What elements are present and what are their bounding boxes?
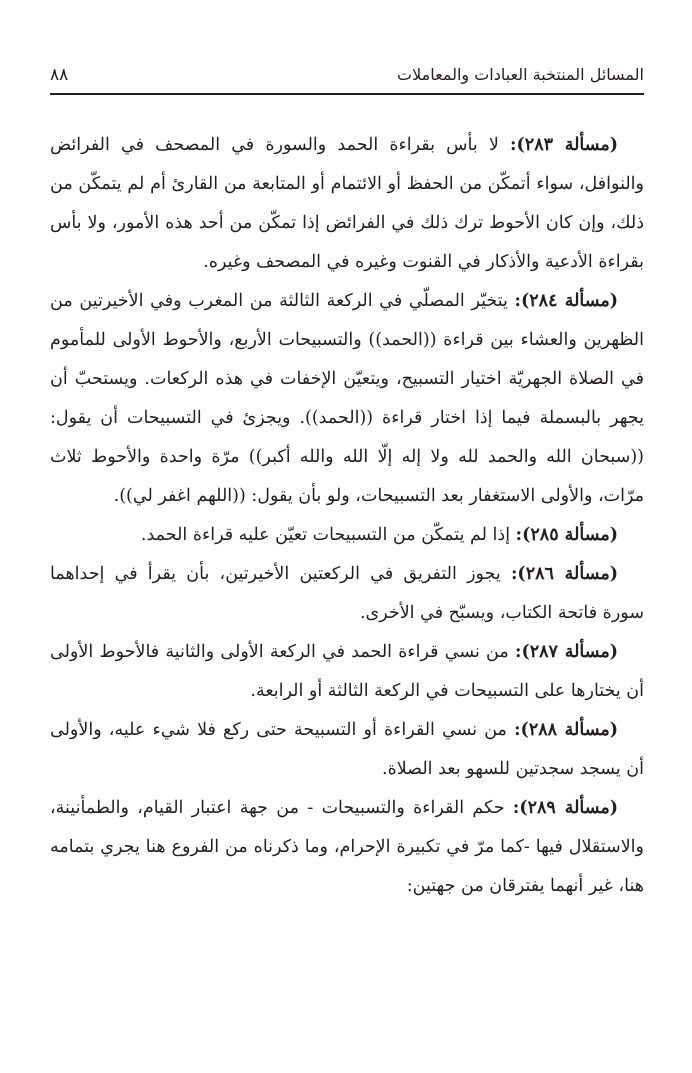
issue-text: من نسي قراءة الحمد في الركعة الأولى والثانية فالأحوط الأولى أن يختارها على التسبيحات في الركعة الثالثة أو الرابعة. (50, 642, 644, 701)
issue-289-paragraph (50, 789, 644, 906)
page-header (50, 63, 644, 95)
issue-label: (مسألة ٢٨٨): (514, 720, 618, 740)
page-body (50, 126, 644, 906)
issue-text: لا بأس بقراءة الحمد والسورة في المصحف في الفرائض والنوافل، سواء أتمكّن من الحفظ أو الائتمام أو المتابعة من القارئ أم لم يتمكّن من ذلك، وإن كان الأحوط ترك ذلك في الفرائض إذا تمكّن من أحد هذه الأمور، ولا بأس بقراءة الأدعية والأذكار في القنوت وغيره في المصحف وغيره. (50, 135, 644, 272)
issue-label: (مسألة ٢٨٤): (514, 291, 619, 311)
page-number: ٨٨ (50, 65, 69, 85)
issue-label: (مسألة ٢٨٥): (515, 525, 618, 545)
issue-284-paragraph (50, 282, 644, 516)
issue-286-paragraph (50, 555, 644, 633)
issue-text: إذا لم يتمكّن من التسبيحات تعيّن عليه قراءة الحمد. (140, 525, 516, 545)
issue-label: (مسألة ٢٨٣): (510, 135, 619, 155)
issue-text: يجوز التفريق في الركعتين الأخيرتين، بأن يقرأ في إحداهما سورة فاتحة الكتاب، ويسبّح في الأخرى. (50, 564, 644, 623)
issue-text: من نسي القراءة أو التسبيحة حتى ركع فلا شيء عليه، والأولى أن يسجد سجدتين للسهو بعد الصلاة. (50, 720, 644, 779)
issue-287-paragraph (50, 633, 644, 711)
issue-label: (مسألة ٢٨٦): (510, 564, 618, 584)
issue-288-paragraph (50, 711, 644, 789)
issue-label: (مسألة ٢٨٩): (512, 798, 619, 818)
issue-283-paragraph (50, 126, 644, 282)
running-title: المسائل المنتخبة العبادات والمعاملات (397, 65, 644, 84)
issue-285-paragraph (50, 516, 644, 555)
issue-text: حكم القراءة والتسبيحات - من جهة اعتبار القيام، والطمأنينة، والاستقلال فيها -كما مرّ في تكبيرة الإحرام، وما ذكرناه من الفروع هنا يجري بتمامه هنا، غير أنهما يفترقان من جهتين: (50, 798, 644, 896)
issue-label: (مسألة ٢٨٧): (514, 642, 619, 662)
issue-text: يتخيّر المصلّي في الركعة الثالثة من المغرب وفي الأخيرتين من الظهرين والعشاء بين قراءة ((الحمد)) والتسبيحات الأربع، والأحوط الأولى للمأموم في الصلاة الجهريّة اختيار التسبيح، ويتعيّن الإخفات في هذه الركعات. ويستحبّ أن يجهر بالبسملة فيما إذا اختار قراءة ((الحمد)). ويجزئ في التسبيحات أن يقول: ((سبحان الله والحمد لله ولا إله إلّا الله والله أكبر)) مرّة واحدة والأحوط ثلاث مرّات، والأولى الاستغفار بعد التسبيحات، ولو بأن يقول: ((اللهم اغفر لي)). (50, 291, 644, 506)
